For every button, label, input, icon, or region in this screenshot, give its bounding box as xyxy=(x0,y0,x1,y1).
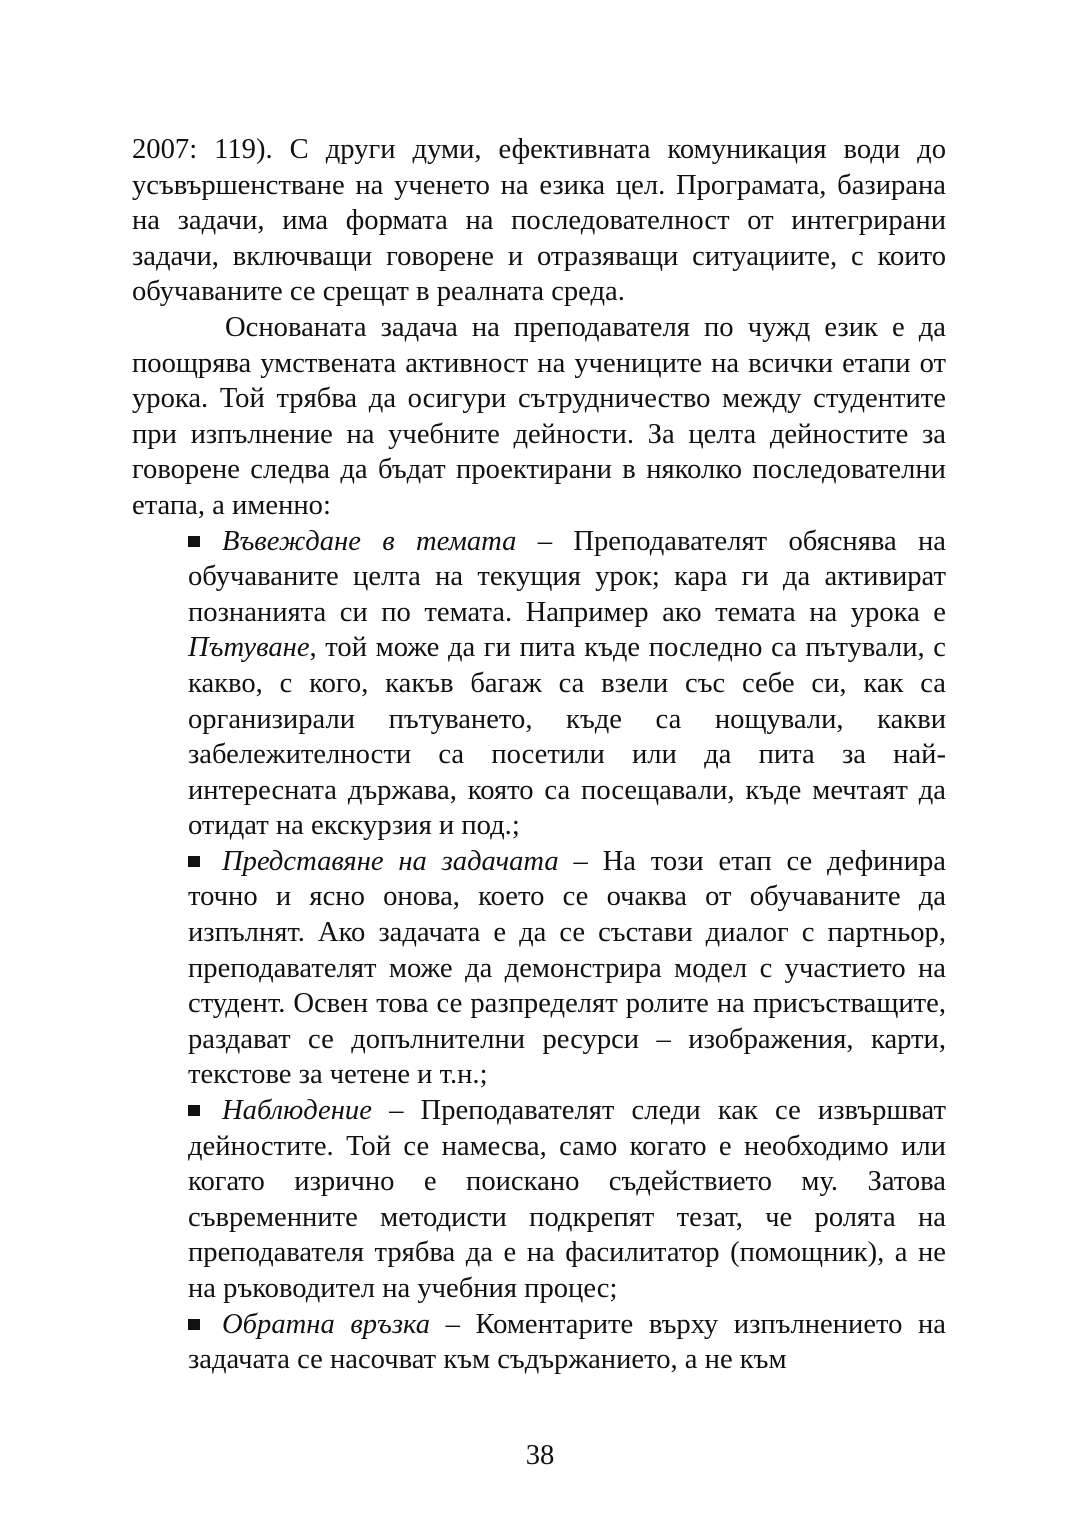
list-item-text: – Преподавателят следи как се извършват дейностите. Той се намесва, само когато е необходимо или когато изрично е поискано съдействието му. Затова съвременните методисти подкрепят тезат, че ролята на преподавателя трябва да е на фасилитатор (помощник), а не на ръководител на учебния процес; xyxy=(188,1095,946,1304)
body-text xyxy=(132,132,946,1378)
page-number: 38 xyxy=(525,1440,555,1471)
list-item-text: – Преподавателят обяснява на обучаваните целта на текущия урок; кара ги да активират познанията си по темата. Например ако темата на урока е xyxy=(188,525,946,628)
list-item-text-continued: , той може да ги пита къде последно са пътували, с какво, с кого, какъв багаж са взели със себе си, как са организирали пътуването, къде са нощували, какви забележителности са посетили или да пита за най-интересната държава, която са посещавали, къде мечтаят да отидат на екскурзия и под.; xyxy=(188,632,946,842)
list-item-feedback xyxy=(188,1307,946,1378)
list-item-term: Въвеждане в темата xyxy=(222,525,517,557)
list-item-observation xyxy=(188,1093,946,1307)
paragraph-2: Основаната задача на преподавателя по чужд език е да поощрява умствената активност на учениците на всички етапи от урока. Той трябва да осигури сътрудничество между студентите при изпълнение на учебните дейности. За целта дейностите за говорене следва да бъдат проектирани в няколко последователни етапа, а именно: xyxy=(132,311,946,521)
list-item-example: Пътуване xyxy=(188,632,310,664)
paragraph-1: 2007: 119). С други думи, ефективната комуникация води до усъвършенстване на ученето на езика цел. Програмата, базирана на задачи, има формата на последователност от интегрирани задачи, включващи говорене и отразяващи ситуациите, с които обучаваните се срещат в реалната среда. xyxy=(132,134,946,308)
list-item-term: Представяне на задачата xyxy=(222,845,559,877)
list-item-term: Наблюдение xyxy=(222,1095,372,1127)
square-bullet-icon xyxy=(188,1105,200,1116)
list-item-text: – На този етап се дефинира точно и ясно онова, което се очаква от обучаваните да изпълнят. Ако задачата е да се състави диалог с партньор, преподавателят може да демонстрира модел с участието на студент. Освен това се разпределят ролите на присъстващите, раздават се допълнителни ресурси – изображения, карти, текстове за четене и т.н.; xyxy=(188,845,946,1091)
list-item-task-presentation xyxy=(188,844,946,1093)
square-bullet-icon xyxy=(188,536,200,547)
square-bullet-icon xyxy=(188,1319,200,1330)
stages-list xyxy=(132,524,946,1378)
list-item-introduction xyxy=(188,524,946,844)
list-item-text: – Коментарите върху изпълнението на задачата се насочват към съдържанието, а не към xyxy=(188,1308,946,1376)
list-item-term: Обратна връзка xyxy=(222,1308,430,1340)
square-bullet-icon xyxy=(188,856,200,867)
